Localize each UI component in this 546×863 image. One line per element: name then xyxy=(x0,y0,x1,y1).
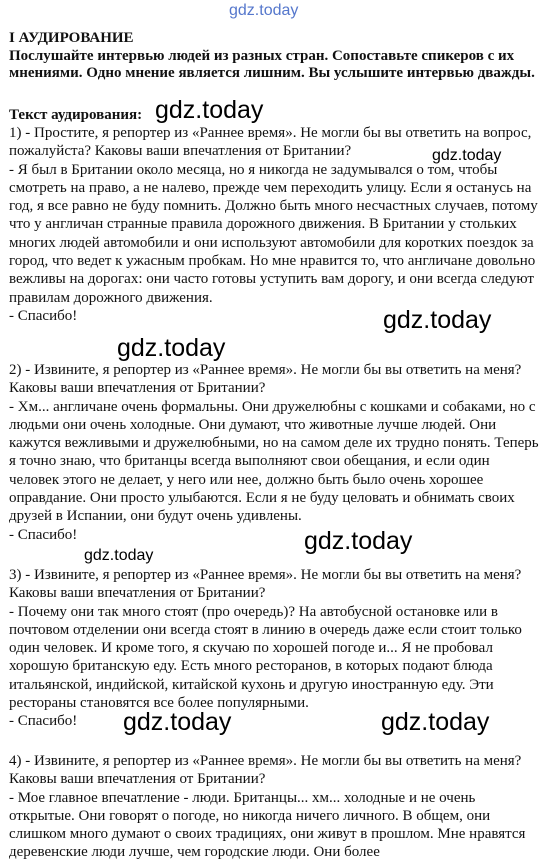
interview-answer: - Хм... англичане очень формальны. Они дружелюбны с кошками и собаками, но с людьми они очень холодные. Они думают, что животные лучше людей. Они кажутся вежливыми и дружелюбными, но на самом деле их трудно понять. Теперь я точно знаю, что британцы всегда выполняют свои обещания, и если один человек этого не делает, у него или нее, должно быть было очень хорошее оправдание. Они просто улыбаются. Если я не буду целовать и обнимать своих друзей в Испании, они будут очень удивлены. xyxy=(9,398,539,525)
watermark: gdz.today xyxy=(155,96,264,124)
interview-question: 4) - Извините, я репортер из «Раннее время». Не могли бы вы ответить на меня? Каковы ваши впечатления от Британии? xyxy=(9,753,522,788)
interview-4 xyxy=(9,752,541,862)
watermark: gdz.today xyxy=(432,147,502,164)
interview-2 xyxy=(9,361,541,544)
interview-closing: - Спасибо! xyxy=(9,526,78,543)
task-instructions: Послушайте интервью людей из разных стран. Сопоставьте спикеров с их мнениями. Одно мнение является лишним. Вы услышите интервью дважды. xyxy=(9,48,535,81)
interview-answer: - Почему они так много стоят (про очередь)? На автобусной остановке или в почтовом отделении они всегда стоят в линию в очередь даже если стоит только один человек. И кроме того, я скучаю по хорошей погоде и... Я не пробовал хорошую британскую еду. Есть много ресторанов, в которых подают блюда итальянской, индийской, китайской кухонь и другую иностранную еду. Эти рестораны становятся все более популярными. xyxy=(9,603,522,712)
interview-closing: - Спасибо! xyxy=(9,713,78,730)
watermark: gdz.today xyxy=(117,334,226,362)
interview-answer: - Мое главное впечатление - люди. Британцы... хм... холодные и не очень открытые. Они говорят о погоде, но никогда ничего личного. В общем, они слишком много думают о своих традициях, они живут в прошлом. Мне нравятся деревенские люди лучше, чем городские люди. Они более xyxy=(9,789,526,861)
interview-question: 3) - Извините, я репортер из «Раннее время». Не могли бы вы ответить на меня? Каковы ваши впечатления от Британии? xyxy=(9,567,522,602)
interview-question: 2) - Извините, я репортер из «Раннее время». Не могли бы вы ответить на меня? Каковы ваши впечатления от Британии? xyxy=(9,362,522,397)
site-watermark-top[interactable]: gdz.today xyxy=(229,2,299,19)
watermark: gdz.today xyxy=(304,527,413,555)
watermark: gdz.today xyxy=(381,708,490,736)
watermark: gdz.today xyxy=(84,547,154,564)
watermark: gdz.today xyxy=(123,708,232,736)
listening-text-label: Текст аудирования: xyxy=(9,107,143,123)
interview-answer: - Я был в Британии около месяца, но я никогда не задумывался о том, чтобы смотреть на право, а не налево, прежде чем переходить улицу. Если я останусь на год, я все равно не буду помнить. Должно быть много несчастных случаев, потому что у англичан странные правила дорожного движения. В Британии у стольких многих людей автомобили и они используют автомобили для коротких поездок за город, что ведет к ужасным пробкам. Но мне нравится то, что англичане довольно вежливы на дорогах: они часто готовы уступить вам дорогу, и они всегда следуют правилам дорожного движения. xyxy=(9,161,538,306)
interview-closing: - Спасибо! xyxy=(9,307,78,324)
interview-3 xyxy=(9,566,541,731)
interview-question: 1) - Простите, я репортер из «Раннее время». Не могли бы вы ответить на вопрос, пожалуйста? Каковы ваши впечатления от Британии? xyxy=(9,125,532,160)
section-title: I АУДИРОВАНИЕ xyxy=(9,30,134,46)
watermark: gdz.today xyxy=(383,306,492,334)
